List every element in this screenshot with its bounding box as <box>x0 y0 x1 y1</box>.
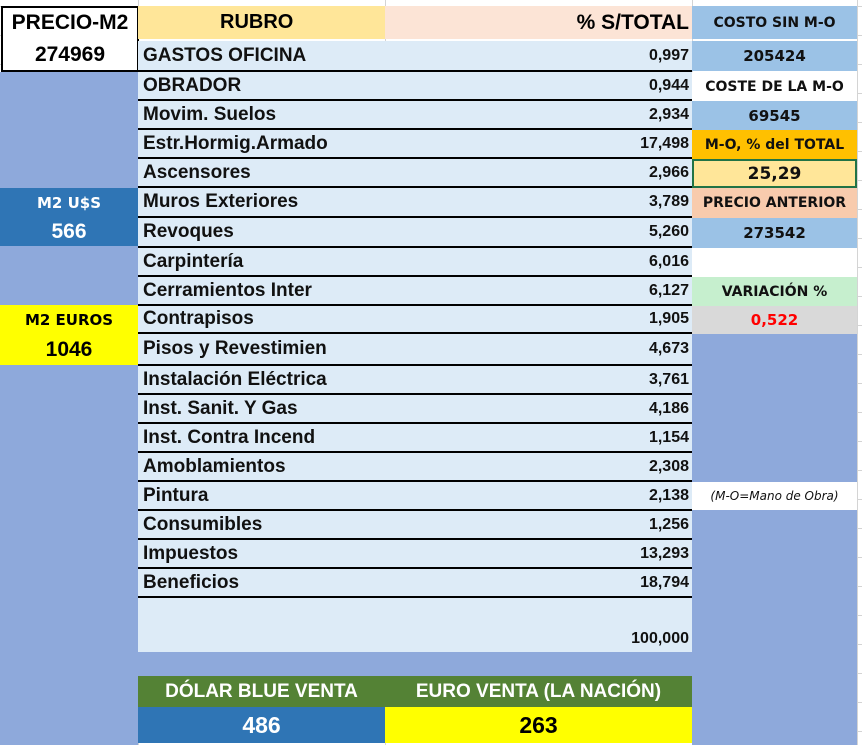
rubro-label: Estr.Hormig.Armado <box>138 130 385 159</box>
variacion-value: 0,522 <box>692 306 857 334</box>
rubro-label: Beneficios <box>138 569 385 598</box>
rubro-pct: 6,016 <box>385 248 692 277</box>
euro-venta-value: 263 <box>385 707 692 743</box>
rubro-label: Inst. Contra Incend <box>138 424 385 453</box>
header-rubro-label: RUBRO <box>220 11 294 33</box>
middle-band-background <box>138 652 692 676</box>
rubro-pct: 1,905 <box>385 306 692 334</box>
precio-m2-label: PRECIO-M2 <box>11 11 129 34</box>
rubro-pct: 1,154 <box>385 424 692 453</box>
rubro-label: Amoblamientos <box>138 453 385 482</box>
dolar-blue-label: DÓLAR BLUE VENTA <box>138 676 385 707</box>
rubro-label: Instalación Eléctrica <box>138 366 385 395</box>
rubro-label: Consumibles <box>138 511 385 540</box>
rubro-label: OBRADOR <box>138 72 385 101</box>
rubro-pct: 4,186 <box>385 395 692 424</box>
mo-note: (M-O=Mano de Obra) <box>692 482 857 510</box>
variacion-label: VARIACIÓN % <box>692 277 857 306</box>
m2-usd-label: M2 U$S <box>0 188 138 218</box>
costo-sin-mo-value: 205424 <box>692 41 857 71</box>
rubro-label: Pisos y Revestimien <box>138 334 385 366</box>
precio-m2-value: 274969 <box>34 43 106 66</box>
rubro-pct: 1,256 <box>385 511 692 540</box>
costo-sin-mo-label: COSTO SIN M-O <box>692 6 857 39</box>
rubro-pct: 6,127 <box>385 277 692 306</box>
rubro-label: Carpintería <box>138 248 385 277</box>
rubro-label: Cerramientos Inter <box>138 277 385 306</box>
euro-venta-label: EURO VENTA (LA NACIÓN) <box>385 676 692 707</box>
rubro-pct: 3,761 <box>385 366 692 395</box>
total-value: 100,000 <box>631 630 689 647</box>
header-rubro <box>138 6 385 39</box>
rubro-label: Pintura <box>138 482 385 511</box>
left-column-background <box>0 72 138 745</box>
gridline <box>857 0 858 745</box>
rubro-pct: 17,498 <box>385 130 692 159</box>
rubro-label: Contrapisos <box>138 306 385 334</box>
rubro-pct: 4,673 <box>385 334 692 366</box>
precio-anterior-value: 273542 <box>692 218 857 248</box>
rubro-label: Revoques <box>138 218 385 248</box>
rubro-pct: 3,789 <box>385 188 692 218</box>
rubro-pct: 2,966 <box>385 159 692 188</box>
m2-euros-value: 1046 <box>0 335 138 365</box>
rubro-pct: 18,794 <box>385 569 692 598</box>
rubro-pct: 2,934 <box>385 101 692 130</box>
rubro-label: Muros Exteriores <box>138 188 385 218</box>
rubro-pct: 0,944 <box>385 72 692 101</box>
coste-mo-label: COSTE DE LA M-O <box>692 72 857 101</box>
precio-anterior-label: PRECIO ANTERIOR <box>692 188 857 218</box>
rubro-pct: 2,308 <box>385 453 692 482</box>
mo-pct-label: M-O, % del TOTAL <box>692 130 857 159</box>
header-pct-label: % S/TOTAL <box>576 10 689 34</box>
m2-euros-label: M2 EUROS <box>0 305 138 335</box>
rubro-label: Impuestos <box>138 540 385 569</box>
rubro-pct: 2,138 <box>385 482 692 511</box>
dolar-blue-value: 486 <box>138 707 385 743</box>
rubro-pct: 13,293 <box>385 540 692 569</box>
rubro-label: GASTOS OFICINA <box>138 41 385 72</box>
header-pct <box>385 6 692 39</box>
coste-mo-value: 69545 <box>692 101 857 130</box>
rubro-pct: 0,997 <box>385 41 692 72</box>
rubro-pct: 5,260 <box>385 218 692 248</box>
rubro-label: Inst. Sanit. Y Gas <box>138 395 385 424</box>
right-column-background <box>692 334 857 745</box>
m2-usd-value: 566 <box>0 218 138 246</box>
rubro-label: Ascensores <box>138 159 385 188</box>
mo-pct-value[interactable]: 25,29 <box>692 159 857 188</box>
rubro-label: Movim. Suelos <box>138 101 385 130</box>
blank-side-cell <box>692 248 857 277</box>
